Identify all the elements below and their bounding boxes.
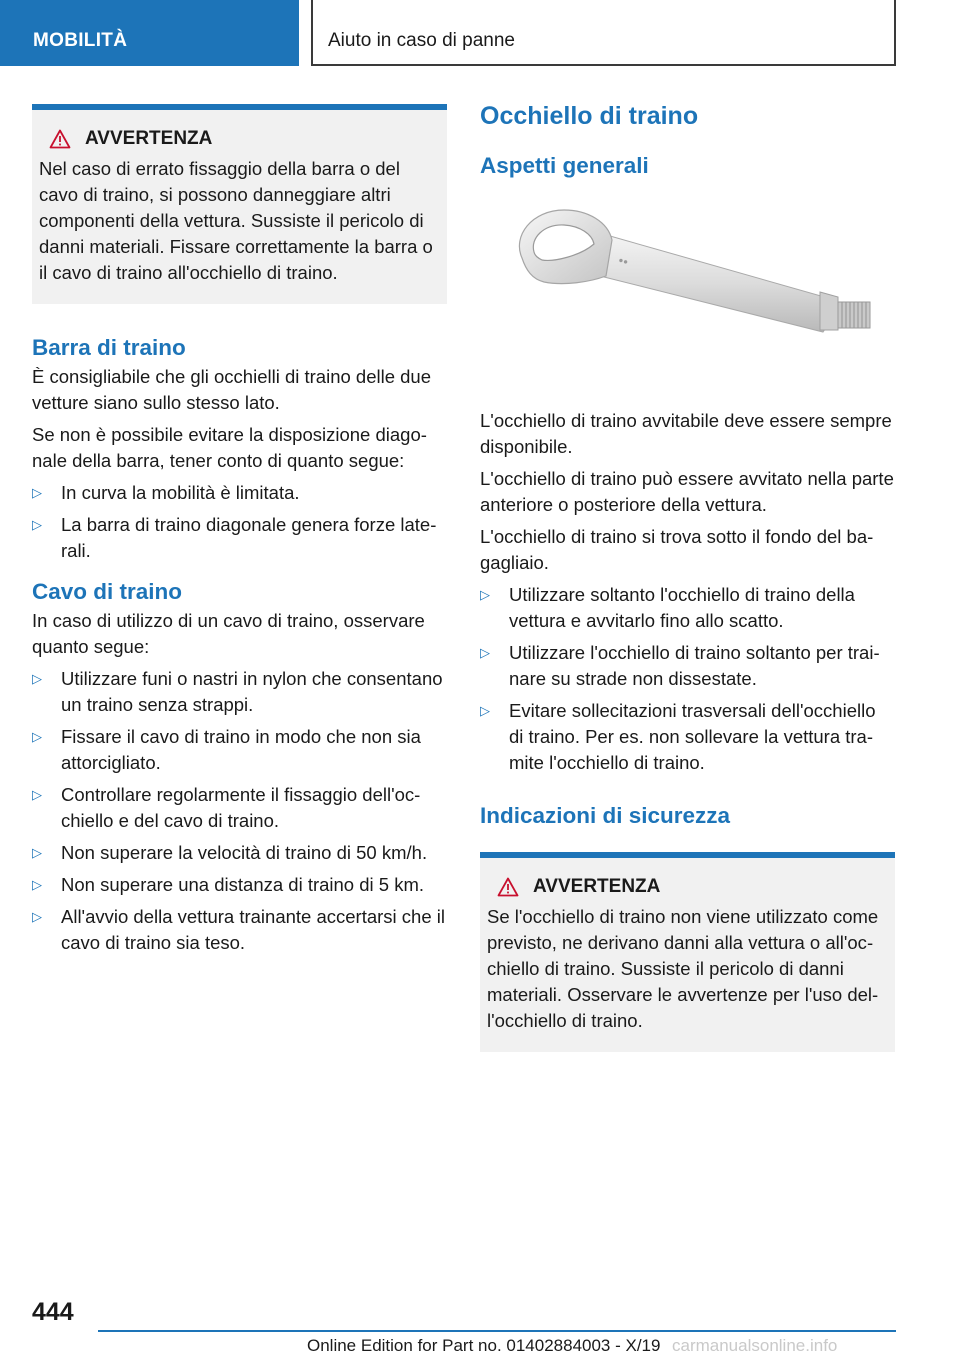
paragraph: L'occhiello di traino può essere avvitato nella parte anteriore o posteriore della vettura. bbox=[480, 468, 894, 515]
bullet-triangle-icon: ▷ bbox=[32, 729, 42, 744]
header-chapter-box bbox=[311, 0, 896, 66]
list-item: ▷ La barra di traino diagonale genera forze laterali. bbox=[32, 514, 437, 561]
bullet-triangle-icon: ▷ bbox=[32, 671, 42, 686]
list-item: ▷ Non superare la velocità di traino di 50 km/h. bbox=[32, 840, 447, 866]
list-item: ▷ Evitare sollecitazioni trasversali dell'occhiello di traino. Per es. non sollevare la vettura tramite l'occhiello di traino. bbox=[480, 700, 876, 773]
footer-rule bbox=[98, 1330, 896, 1332]
tow-eye-list bbox=[480, 582, 895, 776]
page-number: 444 bbox=[32, 1298, 74, 1326]
list-item: ▷ Utilizzare l'occhiello di traino soltanto per trainare su strade non dissestate. bbox=[480, 642, 880, 689]
tow-bar-list bbox=[32, 480, 447, 564]
tow-eye-image bbox=[508, 200, 878, 380]
list-item: ▷ Non superare una distanza di traino di 5 km. bbox=[32, 872, 447, 898]
warning-triangle-icon bbox=[497, 877, 519, 897]
list-item: ▷ Fissare il cavo di traino in modo che non sia attorcigliato. bbox=[32, 726, 421, 773]
warning-title: AVVERTENZA bbox=[39, 128, 439, 150]
list-item: ▷ In curva la mobilità è limitata. bbox=[32, 480, 447, 506]
bullet-triangle-icon: ▷ bbox=[32, 485, 42, 500]
tow-rope-list bbox=[32, 666, 447, 956]
bullet-triangle-icon: ▷ bbox=[32, 517, 42, 532]
svg-text:●●: ●● bbox=[617, 255, 630, 267]
warning-box-towing bbox=[32, 104, 447, 304]
heading-general: Aspetti generali bbox=[480, 153, 649, 178]
section-title: MOBILITÀ bbox=[33, 30, 128, 51]
list-item: ▷ All'avvio della vettura trainante accertarsi che il cavo di traino sia teso. bbox=[32, 906, 445, 953]
bullet-triangle-icon: ▷ bbox=[32, 909, 42, 924]
warning-box-tow-eye bbox=[480, 852, 895, 1052]
chapter-title: Aiuto in caso di panne bbox=[328, 30, 515, 51]
bullet-triangle-icon: ▷ bbox=[32, 787, 42, 802]
bullet-triangle-icon: ▷ bbox=[480, 703, 490, 718]
heading-tow-rope: Cavo di traino bbox=[32, 579, 183, 604]
tow-bar-section bbox=[32, 334, 447, 564]
heading-tow-bar: Barra di traino bbox=[32, 335, 186, 360]
watermark: carmanualsonline.info bbox=[672, 1336, 838, 1355]
list-item: ▷ Utilizzare soltanto l'occhiello di traino della vettura e avvitarlo fino allo scatto. bbox=[480, 584, 855, 631]
warning-text: Se l'occhiello di traino non viene utilizzato come previsto, ne derivano danni alla vettura o all'occhiello di traino. Sussiste il pericolo di danni materiali. Osservare le avvertenze per l'uso dell'occhiello di traino. bbox=[487, 906, 879, 1031]
bullet-triangle-icon: ▷ bbox=[32, 845, 42, 860]
right-column bbox=[480, 100, 895, 1052]
warning-text: Nel caso di errato fissaggio della barra o del cavo di traino, si possono danneggiare altri componenti della vettura. Sussiste il pericolo di danni materiali. Fissare correttamente la barra o il cavo di traino all'occhiello di traino. bbox=[39, 158, 433, 283]
bullet-triangle-icon: ▷ bbox=[480, 587, 490, 602]
warning-triangle-icon bbox=[49, 129, 71, 149]
list-item: ▷ Controllare regolarmente il fissaggio dell'occhiello e del cavo di traino. bbox=[32, 784, 421, 831]
left-column bbox=[32, 104, 447, 962]
tow-rope-section bbox=[32, 578, 447, 956]
footer-edition: Online Edition for Part no. 01402884003 - X/19 bbox=[307, 1336, 661, 1355]
bullet-triangle-icon: ▷ bbox=[32, 877, 42, 892]
paragraph: L'occhiello di traino avvitabile deve essere sempre disponibile. bbox=[480, 410, 892, 457]
general-section-body bbox=[480, 408, 895, 776]
paragraph: In caso di utilizzo di un cavo di traino, osservare quanto segue: bbox=[32, 610, 425, 657]
heading-tow-eye: Occhiello di traino bbox=[480, 102, 699, 130]
list-item: ▷ Utilizzare funi o nastri in nylon che consentano un traino senza strappi. bbox=[32, 668, 443, 715]
heading-safety: Indicazioni di sicurezza bbox=[480, 803, 731, 828]
bullet-triangle-icon: ▷ bbox=[480, 645, 490, 660]
paragraph: L'occhiello di traino si trova sotto il fondo del bagagliaio. bbox=[480, 526, 874, 573]
paragraph: Se non è possibile evitare la disposizione diagonale della barra, tener conto di quanto segue: bbox=[32, 424, 427, 471]
warning-title: AVVERTENZA bbox=[487, 876, 887, 898]
paragraph: È consigliabile che gli occhielli di traino delle due vetture siano sullo stesso lato. bbox=[32, 366, 432, 413]
header-section-tab bbox=[0, 0, 299, 66]
